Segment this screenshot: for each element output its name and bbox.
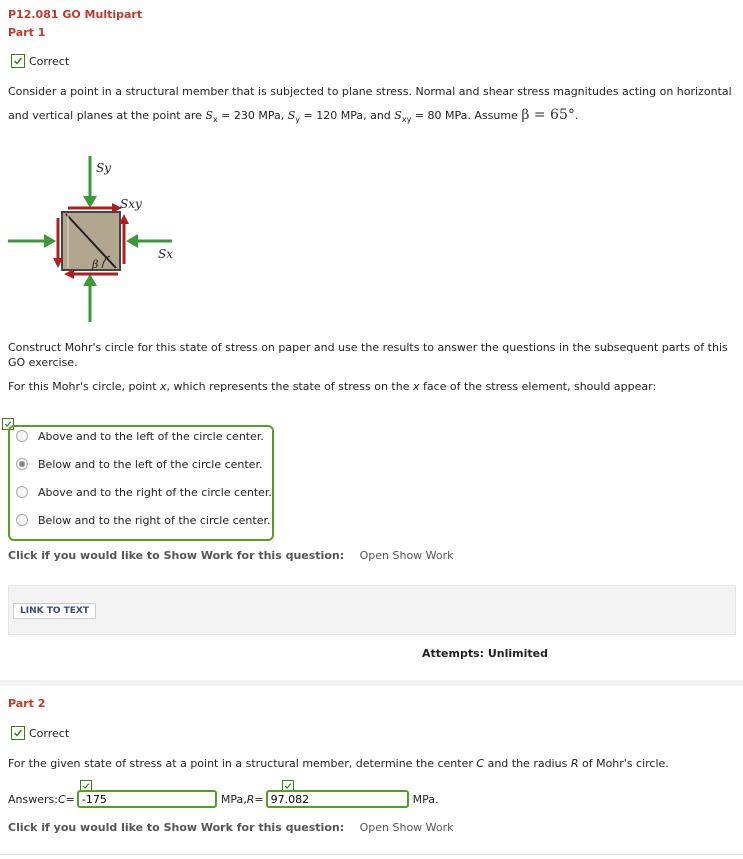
bottom-divider	[0, 854, 743, 855]
part1-correct-status	[11, 54, 69, 68]
section-divider	[0, 680, 743, 686]
show-work-row-part1: Click if you would like to Show Work for this question: Open Show Work	[8, 549, 454, 562]
option-4[interactable]: Below and to the right of the circle center.	[0, 506, 280, 534]
option-2[interactable]: Below and to the left of the circle center.	[0, 450, 280, 478]
stress-element-figure	[0, 152, 200, 332]
link-to-text-button[interactable]: LINK TO TEXT	[13, 603, 96, 619]
show-work-row-part2: Click if you would like to Show Work for this question: Open Show Work	[8, 821, 454, 834]
radio-button[interactable]	[16, 430, 28, 442]
open-show-work-link[interactable]: Open Show Work	[359, 549, 454, 562]
beta-label: β	[92, 258, 99, 271]
option-1[interactable]: Above and to the left of the circle center.	[0, 422, 280, 450]
intro-line1: Consider a point in a structural member that is subjected to plane stress. Normal and shear stress magnitudes acting on horizontal	[8, 85, 732, 98]
correct-label: Correct	[29, 54, 70, 68]
sy-label: Sy	[96, 161, 111, 175]
answer-options	[0, 422, 280, 534]
attempts-label: Attempts: Unlimited	[422, 647, 548, 660]
sx-label: Sx	[158, 247, 173, 261]
check-icon	[11, 54, 25, 68]
correct-label: Correct	[29, 726, 70, 740]
option-3[interactable]: Above and to the right of the circle center.	[0, 478, 280, 506]
radius-r-input[interactable]	[266, 790, 409, 808]
radio-button[interactable]	[16, 514, 28, 526]
problem-title: P12.081 GO Multipart	[8, 8, 143, 21]
resource-bar	[8, 585, 736, 635]
radio-button-selected[interactable]	[16, 458, 28, 470]
construct-text: Construct Mohr's circle for this state of stress on paper and use the results to answer the questions in the subsequent parts of this GO exercise.	[8, 341, 728, 369]
open-show-work-link[interactable]: Open Show Work	[359, 821, 454, 834]
answers-row: Answers: C = -175 MPa, R = 97.082 MPa.	[8, 790, 438, 808]
question-part1: For this Mohr's circle, point x, which represents the state of stress on the x face of the stress element, should appear:	[8, 380, 657, 393]
sxy-label: Sxy	[120, 197, 142, 211]
radio-button[interactable]	[16, 486, 28, 498]
center-c-input[interactable]	[77, 790, 217, 808]
part2-correct-status	[11, 726, 69, 740]
intro-line2: and vertical planes at the point are $S_x = 230$ MPa, $S_y = 120$ MPa, and $S_{xy} = 80$ MPa. Assume β = 65°.	[8, 107, 579, 125]
check-icon	[11, 726, 25, 740]
part1-label: Part 1	[8, 26, 46, 39]
beta-expression: β = 65°	[521, 107, 575, 123]
question-part2: For the given state of stress at a point in a structural member, determine the center C and the radius R of Mohr's circle.	[8, 757, 669, 770]
part2-label: Part 2	[8, 697, 46, 710]
